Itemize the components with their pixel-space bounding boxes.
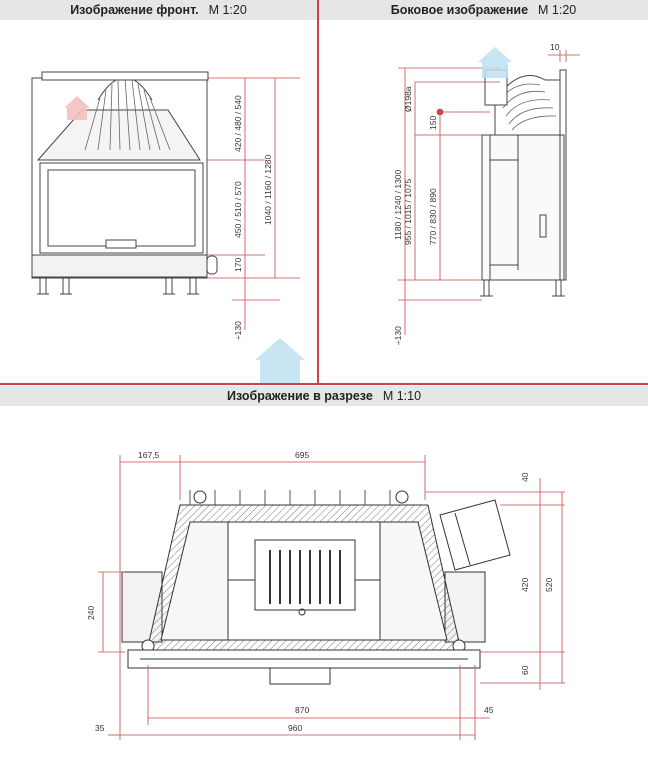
side-dim-low: 770 / 830 / 890	[428, 188, 438, 245]
front-dim-mid: 450 / 510 / 570	[233, 181, 243, 238]
section-dim-960: 960	[288, 723, 303, 733]
section-view-drawing	[122, 490, 510, 684]
section-dim-420: 420	[520, 577, 530, 592]
side-dim-150: 150	[428, 115, 438, 130]
side-view-scale: М 1:20	[538, 3, 577, 17]
front-view-drawing	[32, 72, 217, 294]
section-dim-870: 870	[295, 705, 310, 715]
section-dim-35: 35	[95, 723, 105, 733]
door-handle	[106, 240, 136, 248]
section-dim-40: 40	[520, 472, 530, 482]
front-dim-feet: ÷130	[233, 321, 243, 340]
house-watermark-icon-red	[64, 96, 90, 120]
side-dim-mid: 955 / 1015 / 1075	[403, 178, 413, 245]
section-dim-167: 167,5	[138, 450, 160, 460]
front-dim-total: 1040 / 1160 / 1280	[263, 154, 273, 225]
house-watermark-icon	[255, 47, 512, 383]
section-view-scale: М 1:10	[382, 389, 422, 403]
side-dim-feet: ÷130	[393, 326, 403, 345]
front-dimensions	[207, 78, 300, 330]
side-casing	[482, 135, 564, 280]
section-dim-520: 520	[544, 577, 554, 592]
front-view-title: Изображение фронт.	[70, 3, 199, 17]
section-view-title: Изображение в разрезе	[226, 389, 373, 403]
front-dim-top: 420 / 480 / 540	[233, 95, 243, 152]
side-dim-total: 1180 / 1240 / 1300	[393, 169, 403, 240]
side-view-title: Боковое изображение	[390, 3, 529, 17]
section-dim-240: 240	[86, 605, 96, 620]
section-dim-45: 45	[484, 705, 494, 715]
front-feet	[37, 278, 199, 294]
front-view-scale: М 1:20	[208, 3, 247, 17]
section-dim-695: 695	[295, 450, 310, 460]
side-view-drawing	[480, 70, 566, 296]
flue-outlet	[440, 500, 510, 570]
side-dim-diameter: Ø198a	[403, 86, 413, 112]
front-dim-low: 170	[233, 257, 243, 272]
side-dim-offset: 10	[550, 42, 560, 52]
section-dim-60: 60	[520, 665, 530, 675]
